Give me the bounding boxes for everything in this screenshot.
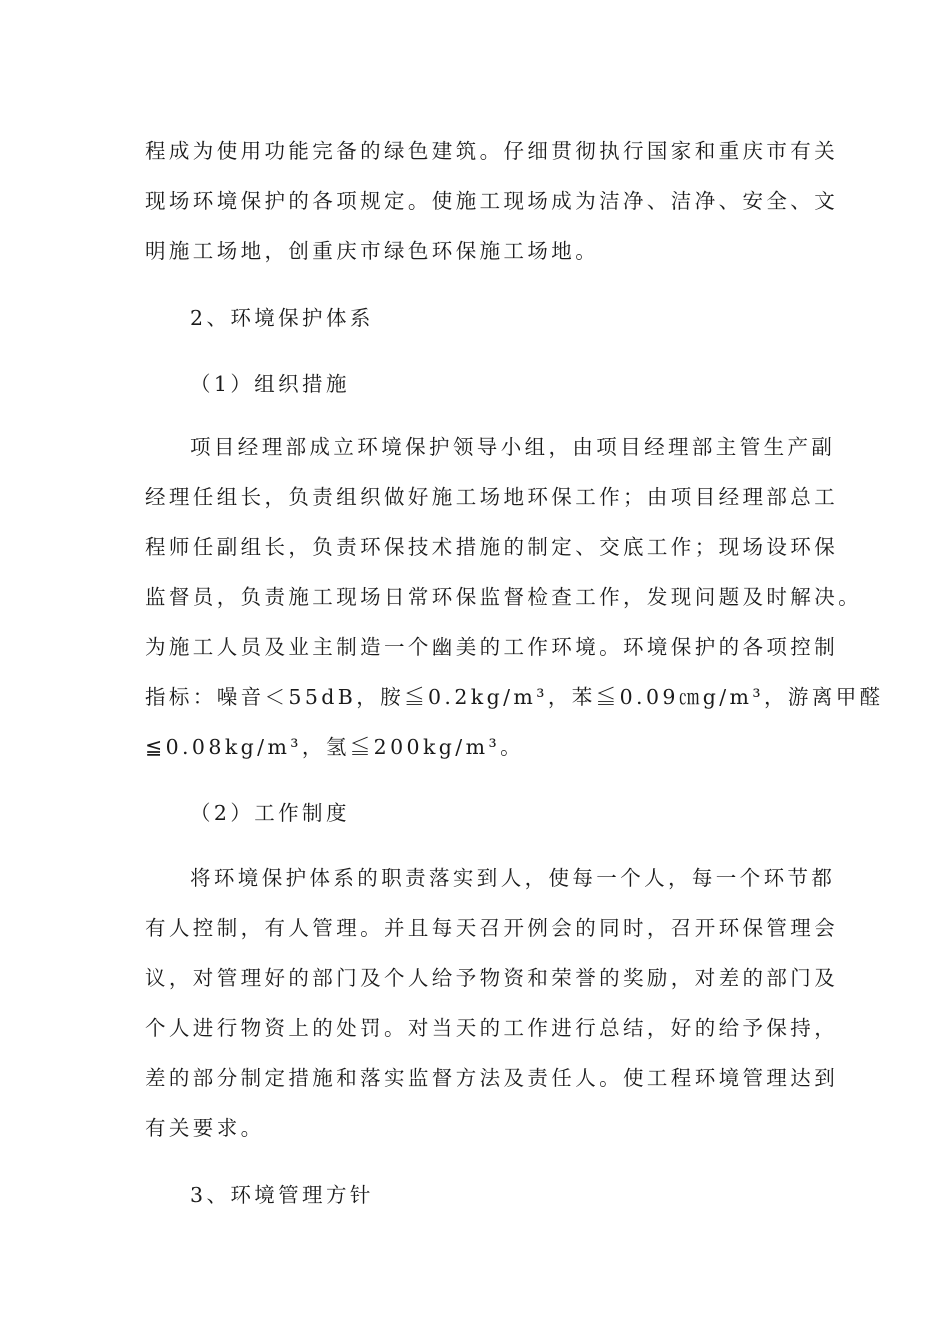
paragraph-line: 差的部分制定措施和落实监督方法及责任人。使工程环境管理达到: [145, 1066, 839, 1090]
paragraph-line: 监督员，负责施工现场日常环保监督检查工作，发现问题及时解决。: [145, 585, 862, 609]
paragraph-line: 明施工场地，创重庆市绿色环保施工场地。: [145, 239, 600, 263]
section-heading: 3、环境管理方针: [190, 1183, 374, 1207]
paragraph-line: 程成为使用功能完备的绿色建筑。仔细贯彻执行国家和重庆市有关: [145, 139, 839, 163]
subsection-heading: （2）工作制度: [190, 801, 350, 825]
paragraph-line: 个人进行物资上的处罚。对当天的工作进行总结，好的给予保持，: [145, 1016, 839, 1040]
paragraph-line: 经理任组长，负责组织做好施工场地环保工作；由项目经理部总工: [145, 485, 839, 509]
subsection-heading: （1）组织措施: [190, 372, 350, 396]
paragraph-line: 指标：噪音＜55dB，胺≦0.2kg/m³，苯≦0.09㎝g/m³，游离甲醛: [145, 685, 884, 709]
paragraph-line: 将环境保护体系的职责落实到人，使每一个人，每一个环节都: [190, 866, 836, 890]
paragraph-line: 现场环境保护的各项规定。使施工现场成为洁净、洁净、安全、文: [145, 189, 839, 213]
paragraph-line: 议，对管理好的部门及个人给予物资和荣誉的奖励，对差的部门及: [145, 966, 839, 990]
section-heading: 2、环境保护体系: [190, 306, 374, 330]
paragraph-line: 为施工人员及业主制造一个幽美的工作环境。环境保护的各项控制: [145, 635, 839, 659]
paragraph-line: 项目经理部成立环境保护领导小组，由项目经理部主管生产副: [190, 435, 836, 459]
paragraph-line: ≦0.08kg/m³，氢≦200kg/m³。: [145, 735, 524, 759]
paragraph-line: 程师任副组长，负责环保技术措施的制定、交底工作；现场设环保: [145, 535, 839, 559]
paragraph-line: 有人控制，有人管理。并且每天召开例会的同时，召开环保管理会: [145, 916, 839, 940]
paragraph-line: 有关要求。: [145, 1116, 265, 1140]
